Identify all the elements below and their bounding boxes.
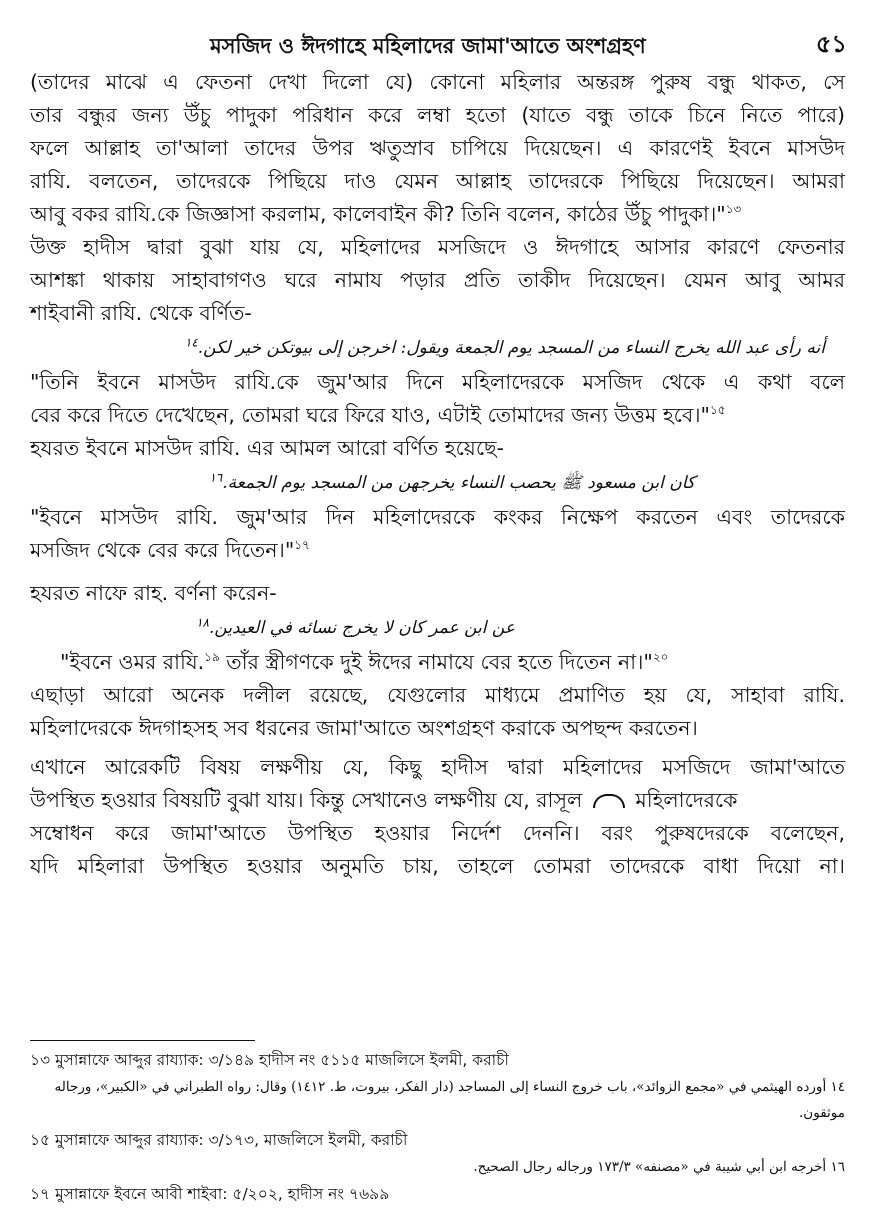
text-line: "তিনি ইবনে মাসউদ রাযি.কে জুম'আর দিনে মহিলাদেরকে মসজিদ থেকে এ কথা বলে <box>30 370 845 394</box>
text-span: "ইবনে ওমর রাযি. <box>60 650 205 674</box>
footnote: ১৭ মুসান্নাফে ইবনে আবী শাইবা: ৫/২০২, হাদীস নং ৭৬৯৯ <box>30 1185 390 1203</box>
text-line: হযরত ইবনে মাসউদ রাযি. এর আমল আরো বর্ণিত হয়েছে- <box>30 436 504 460</box>
text-span: বের করে দিতে দেখেছেন, তোমরা ঘরে ফিরে যাও, এটাই তোমাদের জন্য উত্তম হবে।" <box>30 403 710 427</box>
text-line: (তাদের মাঝে এ ফেতনা দেখা দিলো যে) কোনো মহিলার অন্তরঙ্গ পুরুষ বন্ধু থাকত, সে <box>30 70 845 94</box>
footnote-ref: ١٨ <box>196 615 209 630</box>
page-number: ৫১ <box>815 30 847 58</box>
footnote: موثقون. <box>799 1105 845 1121</box>
text-line: রাযি. বলতেন, তাদেরকে পিছিয়ে দাও যেমন আল্লাহ তাদেরকে পিছিয়ে দিয়েছেন। আমরা <box>30 169 845 193</box>
text-line: আশঙ্কা থাকায় সাহাবাগণও ঘরে নামায পড়ার প্রতি তাকীদ দিয়েছেন। যেমন আবু আমর <box>30 268 845 292</box>
text-span: মসজিদ থেকে বের করে দিতেন।" <box>30 538 295 562</box>
text-span: মহিলাদেরকে <box>635 788 738 812</box>
text-line: "ইবনে মাসউদ রাযি. জুম'আর দিন মহিলাদেরকে কংকর নিক্ষেপ করতেন এবং তাদেরকে <box>30 505 845 529</box>
arabic-quote <box>30 610 845 646</box>
text-line: উক্ত হাদীস দ্বারা বুঝা যায় যে, মহিলাদের মসজিদে ও ঈদগাহে আসার কারণে ফেতনার <box>30 235 845 259</box>
arabic-text: كان ابن مسعود ﷺ يحصب النساء يخرجهن من المسجد يوم الجمعة. <box>222 473 695 493</box>
footnote-ref: ১৯ <box>204 650 220 665</box>
arabic-quote <box>30 465 845 501</box>
text-line: মহিলাদেরকে ঈদগাহসহ সব ধরনের জামা'আতে অংশগ্রহণ করাকে অপছন্দ করতেন। <box>30 716 698 740</box>
footnote: ١٤ أورده الهيثمي في «مجمع الزوائد»، باب خروج النساء إلى المساجد (دار الفكر، بيروت، ط. ١٤١٢) وقال: رواه الطبراني في «الكبير»، ورجاله <box>54 1079 845 1095</box>
text-line <box>30 198 845 231</box>
text-line: এখানে আরেকটি বিষয় লক্ষণীয় যে, কিছু হাদীস দ্বারা মহিলাদের মসজিদে জামা'আতে <box>30 755 845 779</box>
footnote: ১৩ মুসান্নাফে আব্দুর রায্যাক: ৩/১৪৯ হাদীস নং ৫১১৫ মাজলিসে ইলমী, করাচী <box>30 1051 509 1069</box>
footnote-divider <box>30 1040 255 1041</box>
arabic-quote <box>30 330 845 366</box>
text-line: হযরত নাফে রাহ. বর্ণনা করেন- <box>30 581 277 605</box>
text-line: এছাড়া আরো অনেক দলীল রয়েছে, যেগুলোর মাধ্যমে প্রমাণিত হয় যে, সাহাবা রাযি. <box>30 683 845 707</box>
footnote-ref: ১৫ <box>710 403 726 418</box>
text-line: তার বন্ধুর জন্য উঁচু পাদুকা পরিধান করে লম্বা হতো (যাতে বন্ধু তাকে চিনে নিতে পারে) <box>30 103 845 127</box>
text-span: তাঁর স্ত্রীগণকে দুই ঈদের নামাযে বের হতে দিতেন না।" <box>219 650 653 674</box>
main-text <box>30 66 845 883</box>
footnote-ref: ١٤ <box>184 335 198 350</box>
footnote-ref: ২০ <box>652 650 669 665</box>
text-line <box>30 784 845 817</box>
footnote: ١٦ أخرجه ابن أبي شيبة في «مصنفه» ١٧٣/٣ ورجاله رجال الصحيح. <box>473 1159 845 1175</box>
text-line: শাইবানী রাযি. থেকে বর্ণিত- <box>30 301 252 325</box>
footnote-ref: ১৭ <box>294 538 310 553</box>
text-span: উপস্থিত হওয়ার বিষয়টি বুঝা যায়। কিন্তু সেখানেও লক্ষণীয় যে, রাসূল <box>30 788 583 812</box>
text-line: যদি মহিলারা উপস্থিত হওয়ার অনুমতি চায়, তাহলে তোমরা তাদেরকে বাধা দিয়ো না। <box>30 854 845 878</box>
running-title: মসজিদ ও ঈদগাহে মহিলাদের জামা'আতে অংশগ্রহণ <box>210 34 646 58</box>
text-line: সম্বোধন করে জামা'আতে উপস্থিত হওয়ার নির্দেশ দেননি। বরং পুরুষদেরকে বলেছেন, <box>30 821 845 845</box>
arabic-text: أنه رأى عبد الله يخرج النساء من المسجد يوم الجمعة ويقول: اخرجن إلى بيوتكن خير لكن. <box>197 338 825 358</box>
text-line <box>30 399 845 432</box>
arabic-text: عن ابن عمر كان لا يخرج نسائه في العيدين. <box>208 618 515 638</box>
salawat-calligraphy-icon <box>593 794 625 808</box>
text-span: আবু বকর রাযি.কে জিজ্ঞাসা করলাম, কালেবাইন কী? তিনি বলেন, কাঠের উঁচু পাদুকা।" <box>30 202 726 226</box>
text-line <box>30 534 845 567</box>
text-line: ফলে আল্লাহ তা'আলা তাদের উপর ঋতুস্রাব চাপিয়ে দিয়েছেন। এ কারণেই ইবনে মাসউদ <box>30 136 845 160</box>
footnotes <box>30 1046 845 1208</box>
footnote: ১৫ মুসান্নাফে আব্দুর রায্যাক: ৩/১৭৩, মাজলিসে ইলমী, করাচী <box>30 1131 408 1149</box>
footnote-ref: ১৩ <box>725 202 742 217</box>
footnote-ref: ١٦ <box>209 470 223 485</box>
text-line <box>30 646 845 679</box>
